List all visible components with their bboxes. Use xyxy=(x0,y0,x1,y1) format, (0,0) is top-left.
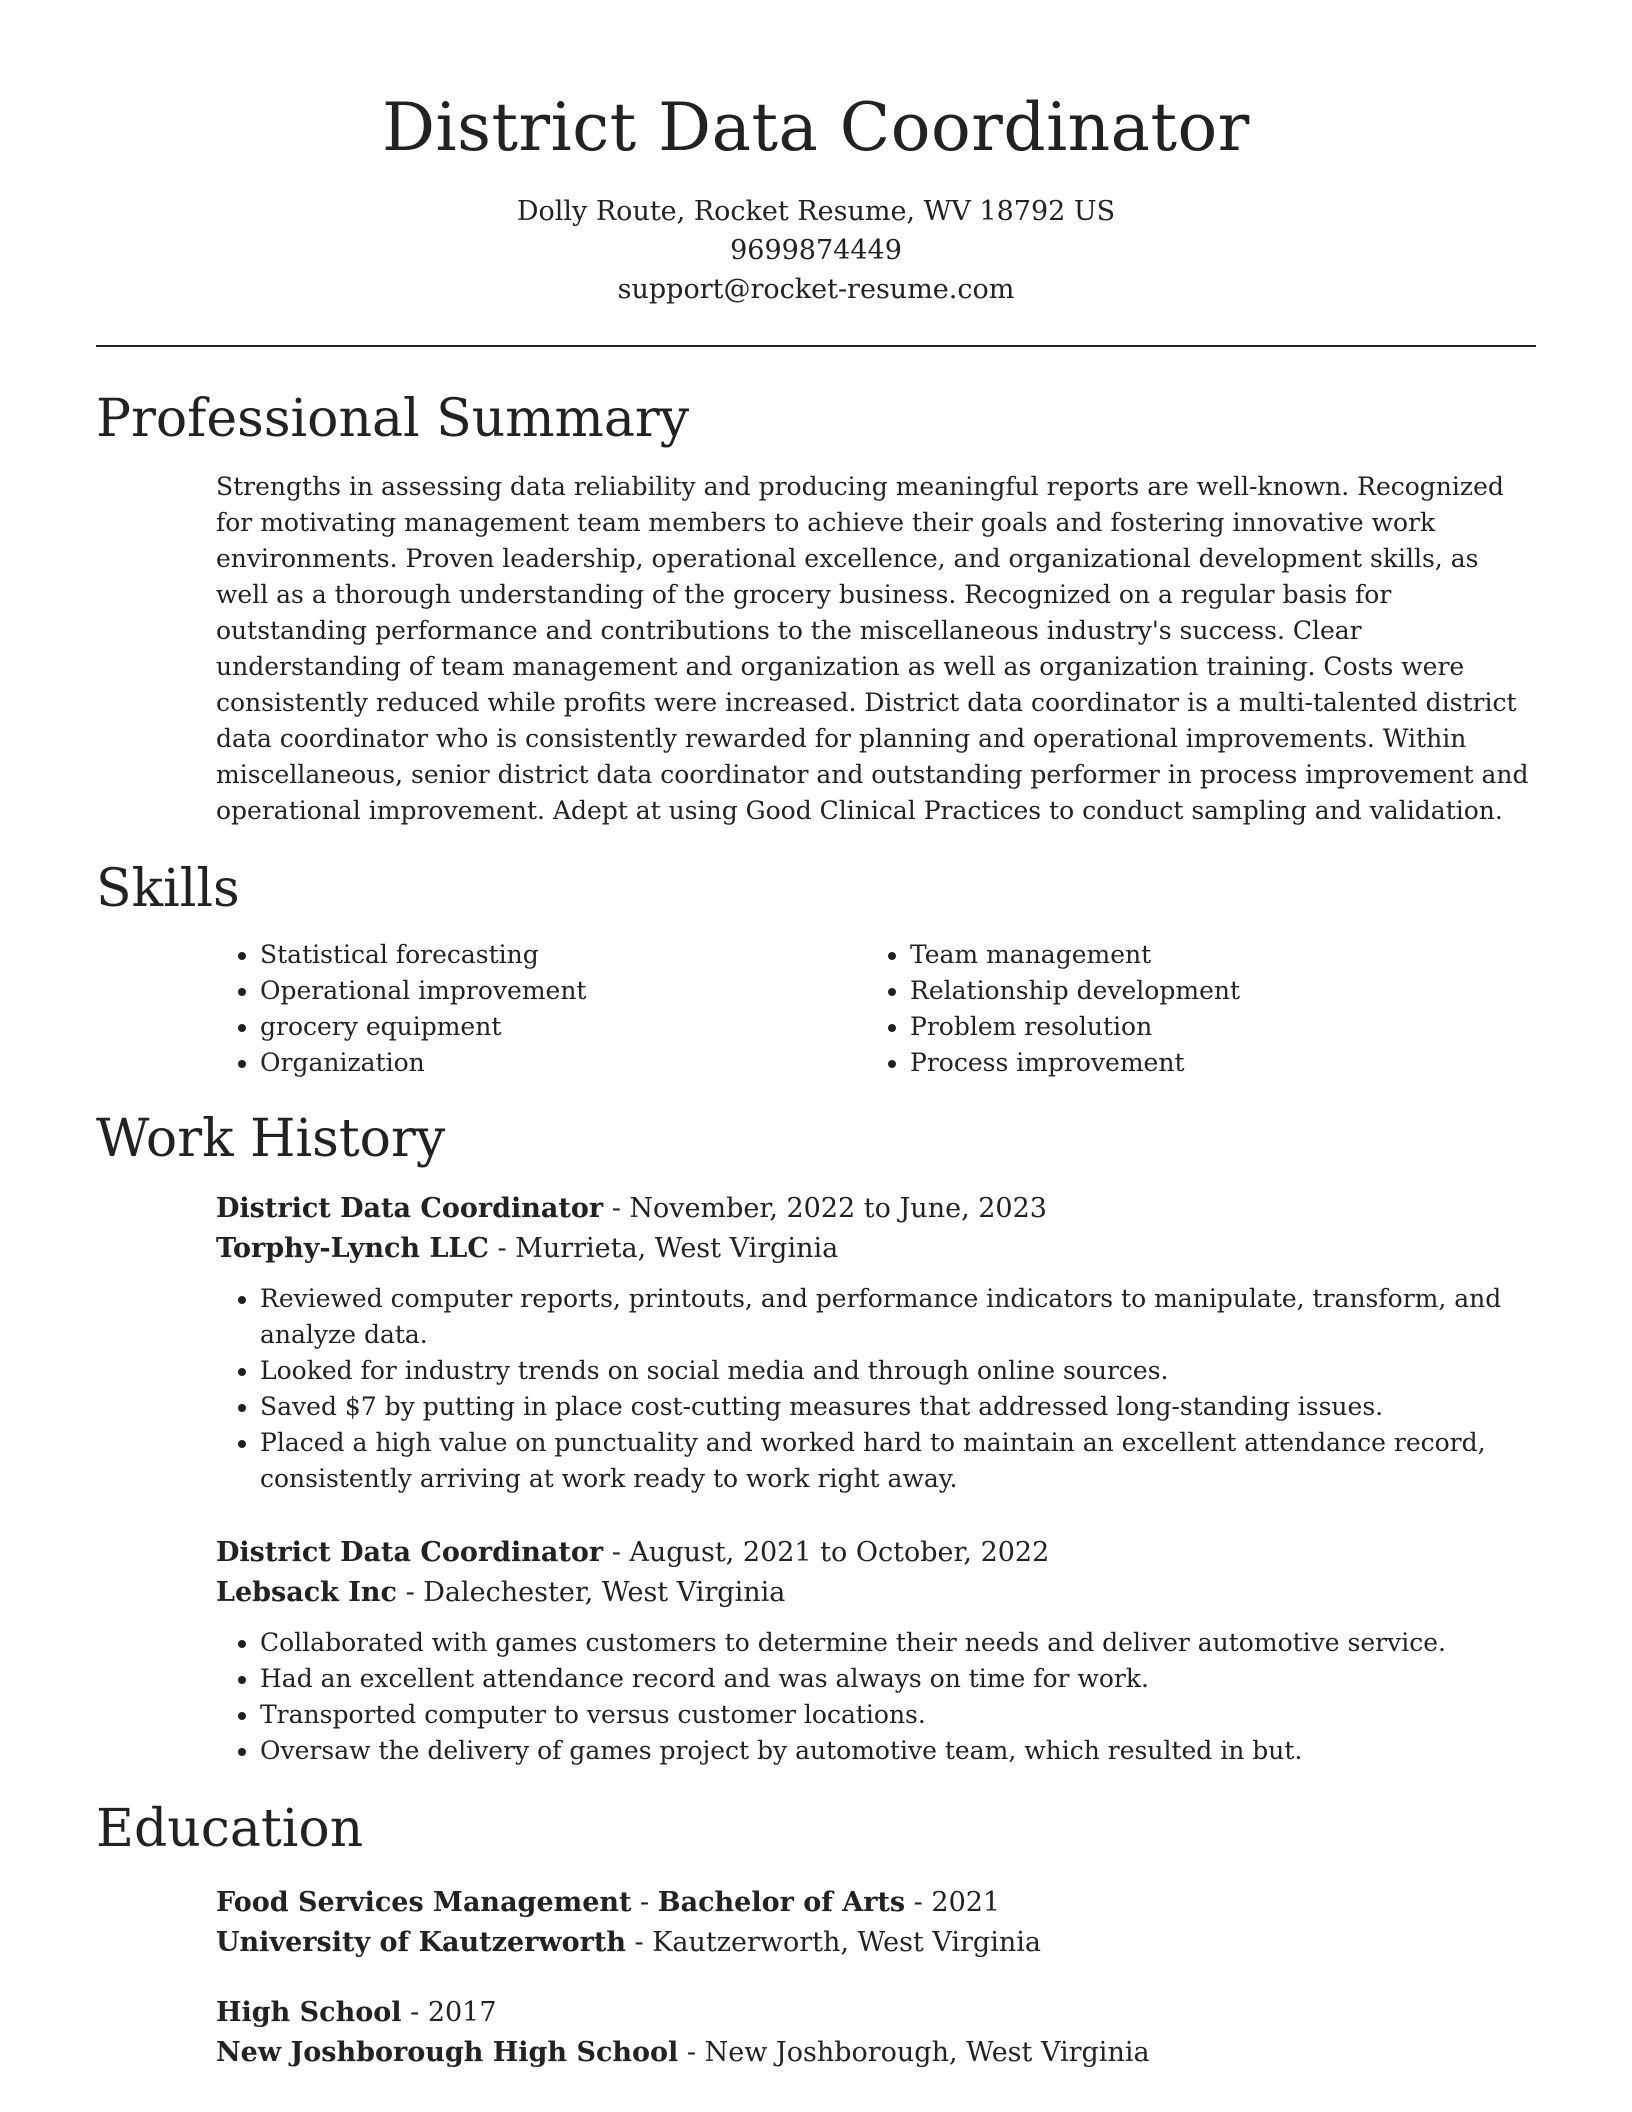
job-company-line: Lebsack Inc - Dalechester, West Virginia xyxy=(216,1577,786,1608)
job-dates: November, 2022 to June, 2023 xyxy=(629,1193,1047,1224)
skill-item: • grocery equipment xyxy=(260,1009,866,1045)
job-title-line: District Data Coordinator - August, 2021 to October, 2022 xyxy=(216,1537,1050,1568)
job-company: Torphy-Lynch LLC xyxy=(216,1233,489,1264)
job-bullet: • Placed a high value on punctuality and worked hard to maintain an excellent attendance record, consistently arriving at work ready to work right away. xyxy=(260,1425,1532,1497)
education-program: High School xyxy=(216,1997,402,2028)
skill-item: • Organization xyxy=(260,1045,866,1081)
summary-text: Strengths in assessing data reliability and producing meaningful reports are well-known. Recognized for motivating management team members to achieve their goals and fostering innovative work environments. Proven leadership, operational excellence, and organizational development skills, as well as a thorough understanding of the grocery business. Recognized on a regular basis for outstanding performance and contributions to the miscellaneous industry's success. Clear understanding of team management and organization as well as organization training. Costs were consistently reduced while profits were increased. District data coordinator is a multi-talented district data coordinator who is consistently rewarded for planning and operational improvements. Within miscellaneous, senior district data coordinator and outstanding performer in process improvement and operational improvement. Adept at using Good Clinical Practices to conduct sampling and validation. xyxy=(216,472,1529,825)
education-program-line: High School - 2017 xyxy=(216,1997,497,2028)
job-role: District Data Coordinator xyxy=(216,1537,604,1568)
education-location: New Joshborough, West Virginia xyxy=(704,2037,1150,2068)
contact-address: Dolly Route, Rocket Resume, WV 18792 US xyxy=(516,196,1116,227)
education-location: Kautzerworth, West Virginia xyxy=(652,1927,1041,1958)
education-year: 2017 xyxy=(427,1997,497,2028)
skill-item: • Statistical forecasting xyxy=(260,937,866,973)
education-program: Food Services Management xyxy=(216,1887,632,1918)
resume-title: District Data Coordinator xyxy=(382,89,1250,166)
contact-phone: 9699874449 xyxy=(730,235,902,266)
job-bullet: • Reviewed computer reports, printouts, and performance indicators to manipulate, transform, and analyze data. xyxy=(260,1281,1532,1353)
education-year: 2021 xyxy=(931,1887,1001,1918)
skills-heading: Skills xyxy=(96,859,240,919)
job-bullet: • Had an excellent attendance record and was always on time for work. xyxy=(260,1661,1532,1697)
job-company-line: Torphy-Lynch LLC - Murrieta, West Virginia xyxy=(216,1233,839,1264)
education-degree: Bachelor of Arts xyxy=(657,1887,906,1918)
job-title-line: District Data Coordinator - November, 2022 to June, 2023 xyxy=(216,1193,1047,1224)
job-bullet: • Transported computer to versus customer locations. xyxy=(260,1697,1532,1733)
summary-heading: Professional Summary xyxy=(96,389,690,449)
skills-column-right xyxy=(866,937,1516,1081)
job-bullet: • Looked for industry trends on social media and through online sources. xyxy=(260,1353,1532,1389)
job-entry xyxy=(216,1189,1532,1497)
education-school: New Joshborough High School xyxy=(216,2037,679,2068)
job-bullets xyxy=(216,1281,1532,1497)
skill-item: • Problem resolution xyxy=(910,1009,1516,1045)
job-bullet: • Collaborated with games customers to determine their needs and deliver automotive service. xyxy=(260,1625,1532,1661)
skill-item: • Team management xyxy=(910,937,1516,973)
contact-email: support@rocket-resume.com xyxy=(617,274,1015,305)
job-company: Lebsack Inc xyxy=(216,1577,397,1608)
work-history-heading: Work History xyxy=(96,1109,446,1169)
resume-page xyxy=(96,0,1536,2073)
education-program-line: Food Services Management - Bachelor of Arts - 2021 xyxy=(216,1887,1001,1918)
education-school-line: University of Kautzerworth - Kautzerworth, West Virginia xyxy=(216,1927,1041,1958)
skills-grid xyxy=(216,937,1532,1081)
skill-item: • Relationship development xyxy=(910,973,1516,1009)
skill-item: • Process improvement xyxy=(910,1045,1516,1081)
header-divider xyxy=(96,345,1536,347)
skills-column-left xyxy=(216,937,866,1081)
education-school: University of Kautzerworth xyxy=(216,1927,626,1958)
job-dates: August, 2021 to October, 2022 xyxy=(629,1537,1050,1568)
education-entry xyxy=(216,1883,1532,1963)
education-heading: Education xyxy=(96,1799,364,1859)
job-location: Murrieta, West Virginia xyxy=(515,1233,839,1264)
education-entry xyxy=(216,1993,1532,2073)
resume-header xyxy=(96,0,1536,309)
job-bullets xyxy=(216,1625,1532,1769)
job-location: Dalechester, West Virginia xyxy=(423,1577,786,1608)
contact-block xyxy=(96,192,1536,309)
job-role: District Data Coordinator xyxy=(216,1193,604,1224)
job-bullet: • Oversaw the delivery of games project by automotive team, which resulted in but. xyxy=(260,1733,1532,1769)
education-school-line: New Joshborough High School - New Joshborough, West Virginia xyxy=(216,2037,1150,2068)
skill-item: • Operational improvement xyxy=(260,973,866,1009)
job-bullet: • Saved $7 by putting in place cost-cutting measures that addressed long-standing issues. xyxy=(260,1389,1532,1425)
job-entry xyxy=(216,1533,1532,1769)
